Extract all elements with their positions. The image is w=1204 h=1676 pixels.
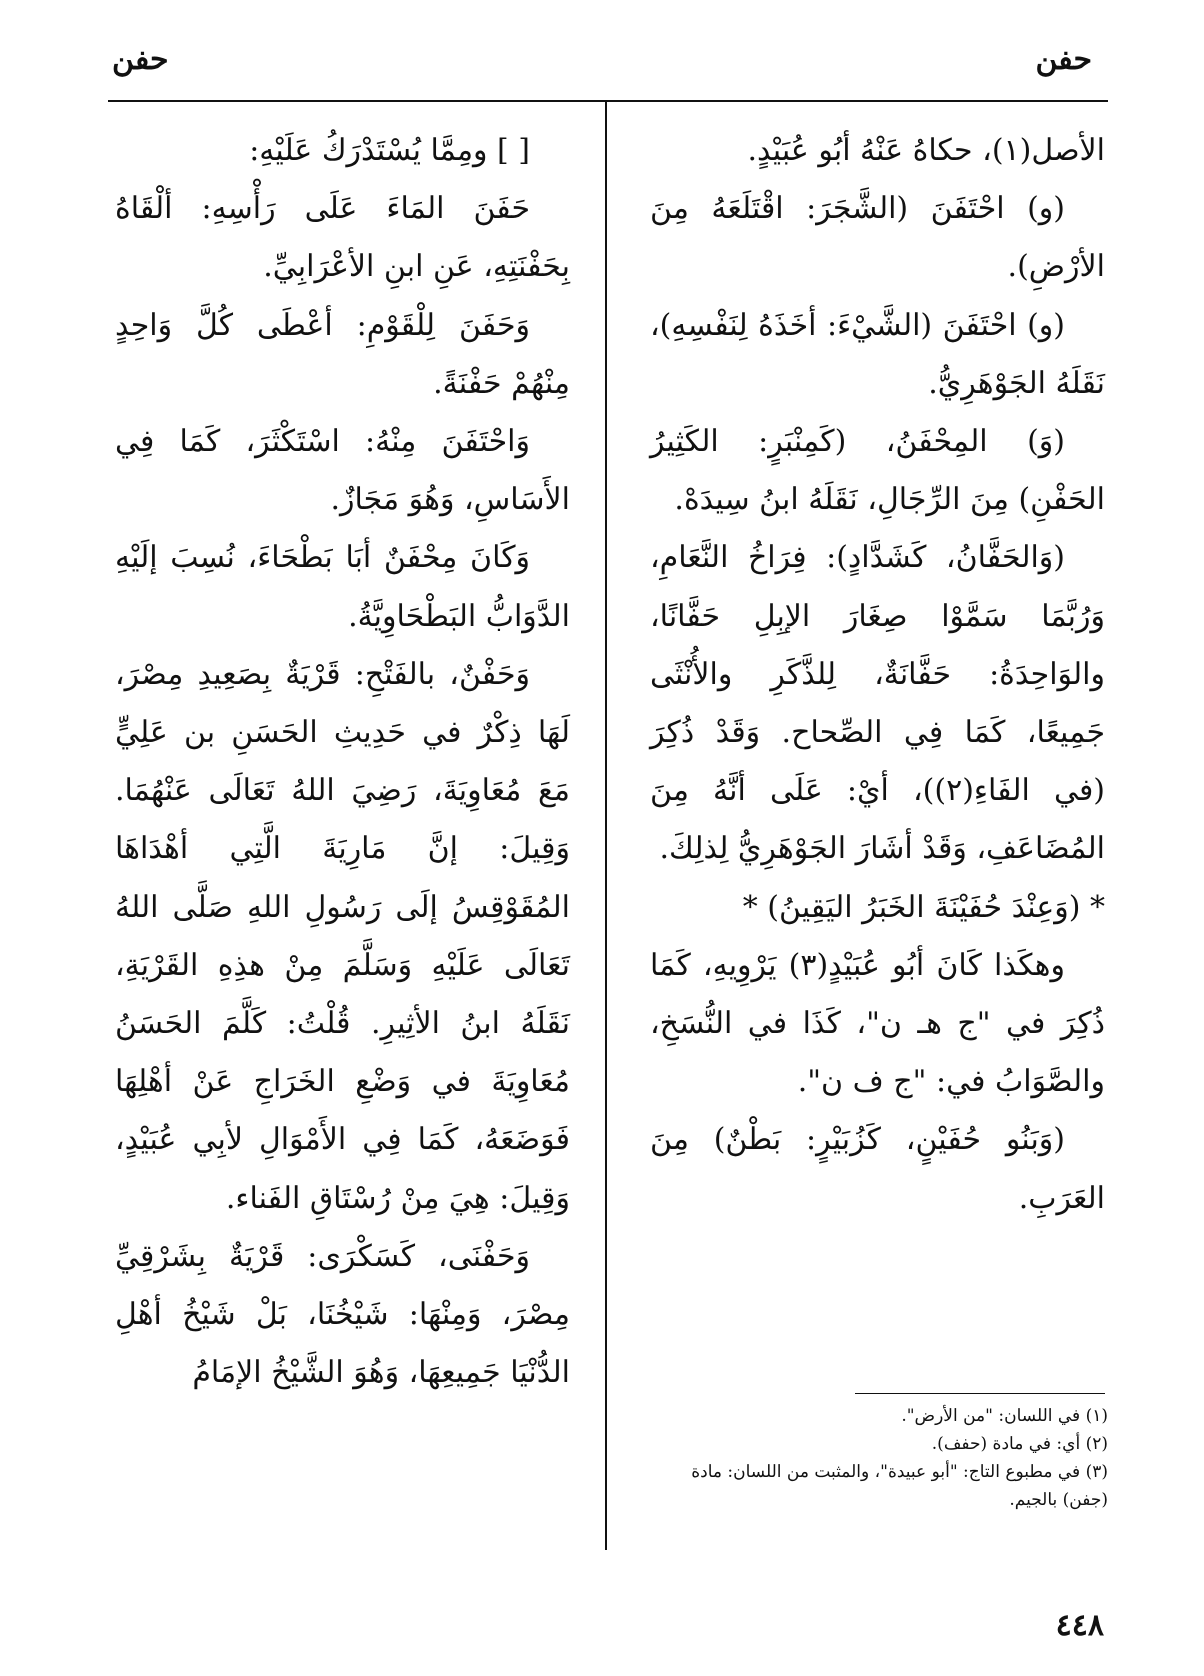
paragraph: الأصل(١)، حكاهُ عَنْهُ أبُو عُبَيْدٍ. bbox=[747, 133, 1105, 168]
footnote: (٣) في مطبوع التاج: "أبو عبيدة"، والمثبت من اللسان: مادة (جفن) بالجيم. bbox=[691, 1462, 1108, 1510]
paragraph: وَاحْتَفَنَ مِنْهُ: اسْتَكْثَرَ، كَمَا فِي الأَسَاسِ، وَهُوَ مَجَازٌ. bbox=[115, 424, 570, 518]
running-header-right: حفن bbox=[1035, 42, 1092, 77]
paragraph: وهكَذا كَانَ أبُو عُبَيْدٍ(٣) يَرْوِيهِ، كَمَا ذُكِرَ في "ج هـ ن"، كَذَا في النُّسَخِ، والصَّوَابُ في: "ج ف ن". bbox=[650, 947, 1105, 1100]
paragraph: وَحَفَنَ لِلْقَوْمِ: أعْطَى كُلَّ وَاحِدٍ مِنْهُمْ حَفْنَةً. bbox=[115, 307, 570, 401]
left-column bbox=[115, 122, 570, 1402]
paragraph: (وَ) المِحْفَنُ، (كَمِنْبَرٍ: الكَثِيرُ الحَفْنِ) مِنَ الرِّجَالِ، نَقَلَهُ ابنُ سِيدَهْ. bbox=[650, 424, 1105, 518]
column-divider bbox=[605, 100, 607, 1550]
page-number: ٤٤٨ bbox=[1055, 1608, 1104, 1643]
footnote-rule bbox=[855, 1393, 1105, 1394]
paragraph: حَفَنَ المَاءَ عَلَى رَأْسِهِ: ألْقَاهُ بِحَفْنَتِهِ، عَنِ ابنِ الأعْرَابِيِّ. bbox=[115, 191, 570, 285]
section-heading: [ ] ومِمَّا يُسْتَدْرَكُ عَلَيْهِ: bbox=[249, 133, 530, 168]
footnote: (١) في اللسان: "من الأرض". bbox=[901, 1406, 1108, 1426]
right-column bbox=[650, 122, 1105, 1228]
paragraph: وَكَانَ مِحْفَنٌ أبَا بَطْحَاءَ، نُسِبَ إلَيْهِ الدَّوَابُّ البَطْحَاوِيَّةُ. bbox=[115, 540, 570, 634]
paragraph: (وَبَنُو حُفَيْنٍ، كَزُبَيْرٍ: بَطْنٌ) مِنَ العَرَبِ. bbox=[650, 1122, 1105, 1216]
paragraph: (و) احْتَفَنَ (الشَّيْءَ: أخَذَهُ لِنَفْسِهِ)، نَقَلَهُ الجَوْهَرِيُّ. bbox=[650, 307, 1105, 401]
paragraph: (و) احْتَفَنَ (الشَّجَرَ: اقْتَلَعَهُ مِنَ الأرْضِ). bbox=[650, 191, 1105, 285]
footnotes bbox=[650, 1402, 1108, 1514]
paragraph: (وَالحَفَّانُ، كَشَدَّادٍ): فِرَاخُ النَّعَامِ، وَرُبَّمَا سَمَّوْا صِغَارَ الإبِلِ حَفَّانًا، والوَاحِدَةُ: حَفَّانَةٌ، لِلذَّكَرِ والأُنْثَى جَمِيعًا، كَمَا فِي الصِّحاح. وَقَدْ ذُكِرَ (في الفَاءِ(٢))، أيْ: عَلَى أنَّهُ مِنَ المُضَاعَفِ، وَقَدْ أشَارَ الجَوْهَرِيُّ لِذلِكَ. bbox=[650, 540, 1105, 867]
verse-line: * (وَعِنْدَ حُفَيْنَةَ الخَبَرُ اليَقِينُ) * bbox=[742, 889, 1105, 925]
header-rule bbox=[108, 100, 1108, 102]
paragraph: وَحَفْنٌ، بالفَتْحِ: قَرْيَةٌ بِصَعِيدِ مِصْرَ، لَهَا ذِكْرٌ في حَدِيثِ الحَسَنِ بن عَلِيٍّ مَعَ مُعَاوِيَةَ، رَضِيَ اللهُ تَعَالَى عَنْهُمَا. وَقِيلَ: إنَّ مَارِيَةَ الَّتِي أهْدَاهَا المُقَوْقِسُ إلَى رَسُولِ اللهِ صَلَّى اللهُ تَعَالَى عَلَيْهِ وَسَلَّمَ مِنْ هذِهِ القَرْيَةِ، نَقَلَهُ ابنُ الأثِيرِ. قُلْتُ: كَلَّمَ الحَسَنُ مُعَاوِيَةَ في وَضْعِ الخَرَاجِ عَنْ أهْلِهَا فَوَضَعَهُ، كَمَا فِي الأَمْوَالِ لأبِي عُبَيْدٍ، وَقِيلَ: هِيَ مِنْ رُسْتَاقِ الفَناء. bbox=[115, 656, 570, 1216]
paragraph: وَحَفْنَى، كَسَكْرَى: قَرْيَةٌ بِشَرْقِيِّ مِصْرَ، وَمِنْهَا: شَيْخُنَا، بَلْ شَيْخُ أهْلِ الدُّنْيَا جَمِيعِهَا، وَهُوَ الشَّيْخُ الإمَامُ bbox=[115, 1238, 570, 1391]
running-header-left: حفن bbox=[112, 42, 169, 77]
footnote: (٢) أي: في مادة (حفف). bbox=[931, 1434, 1108, 1454]
